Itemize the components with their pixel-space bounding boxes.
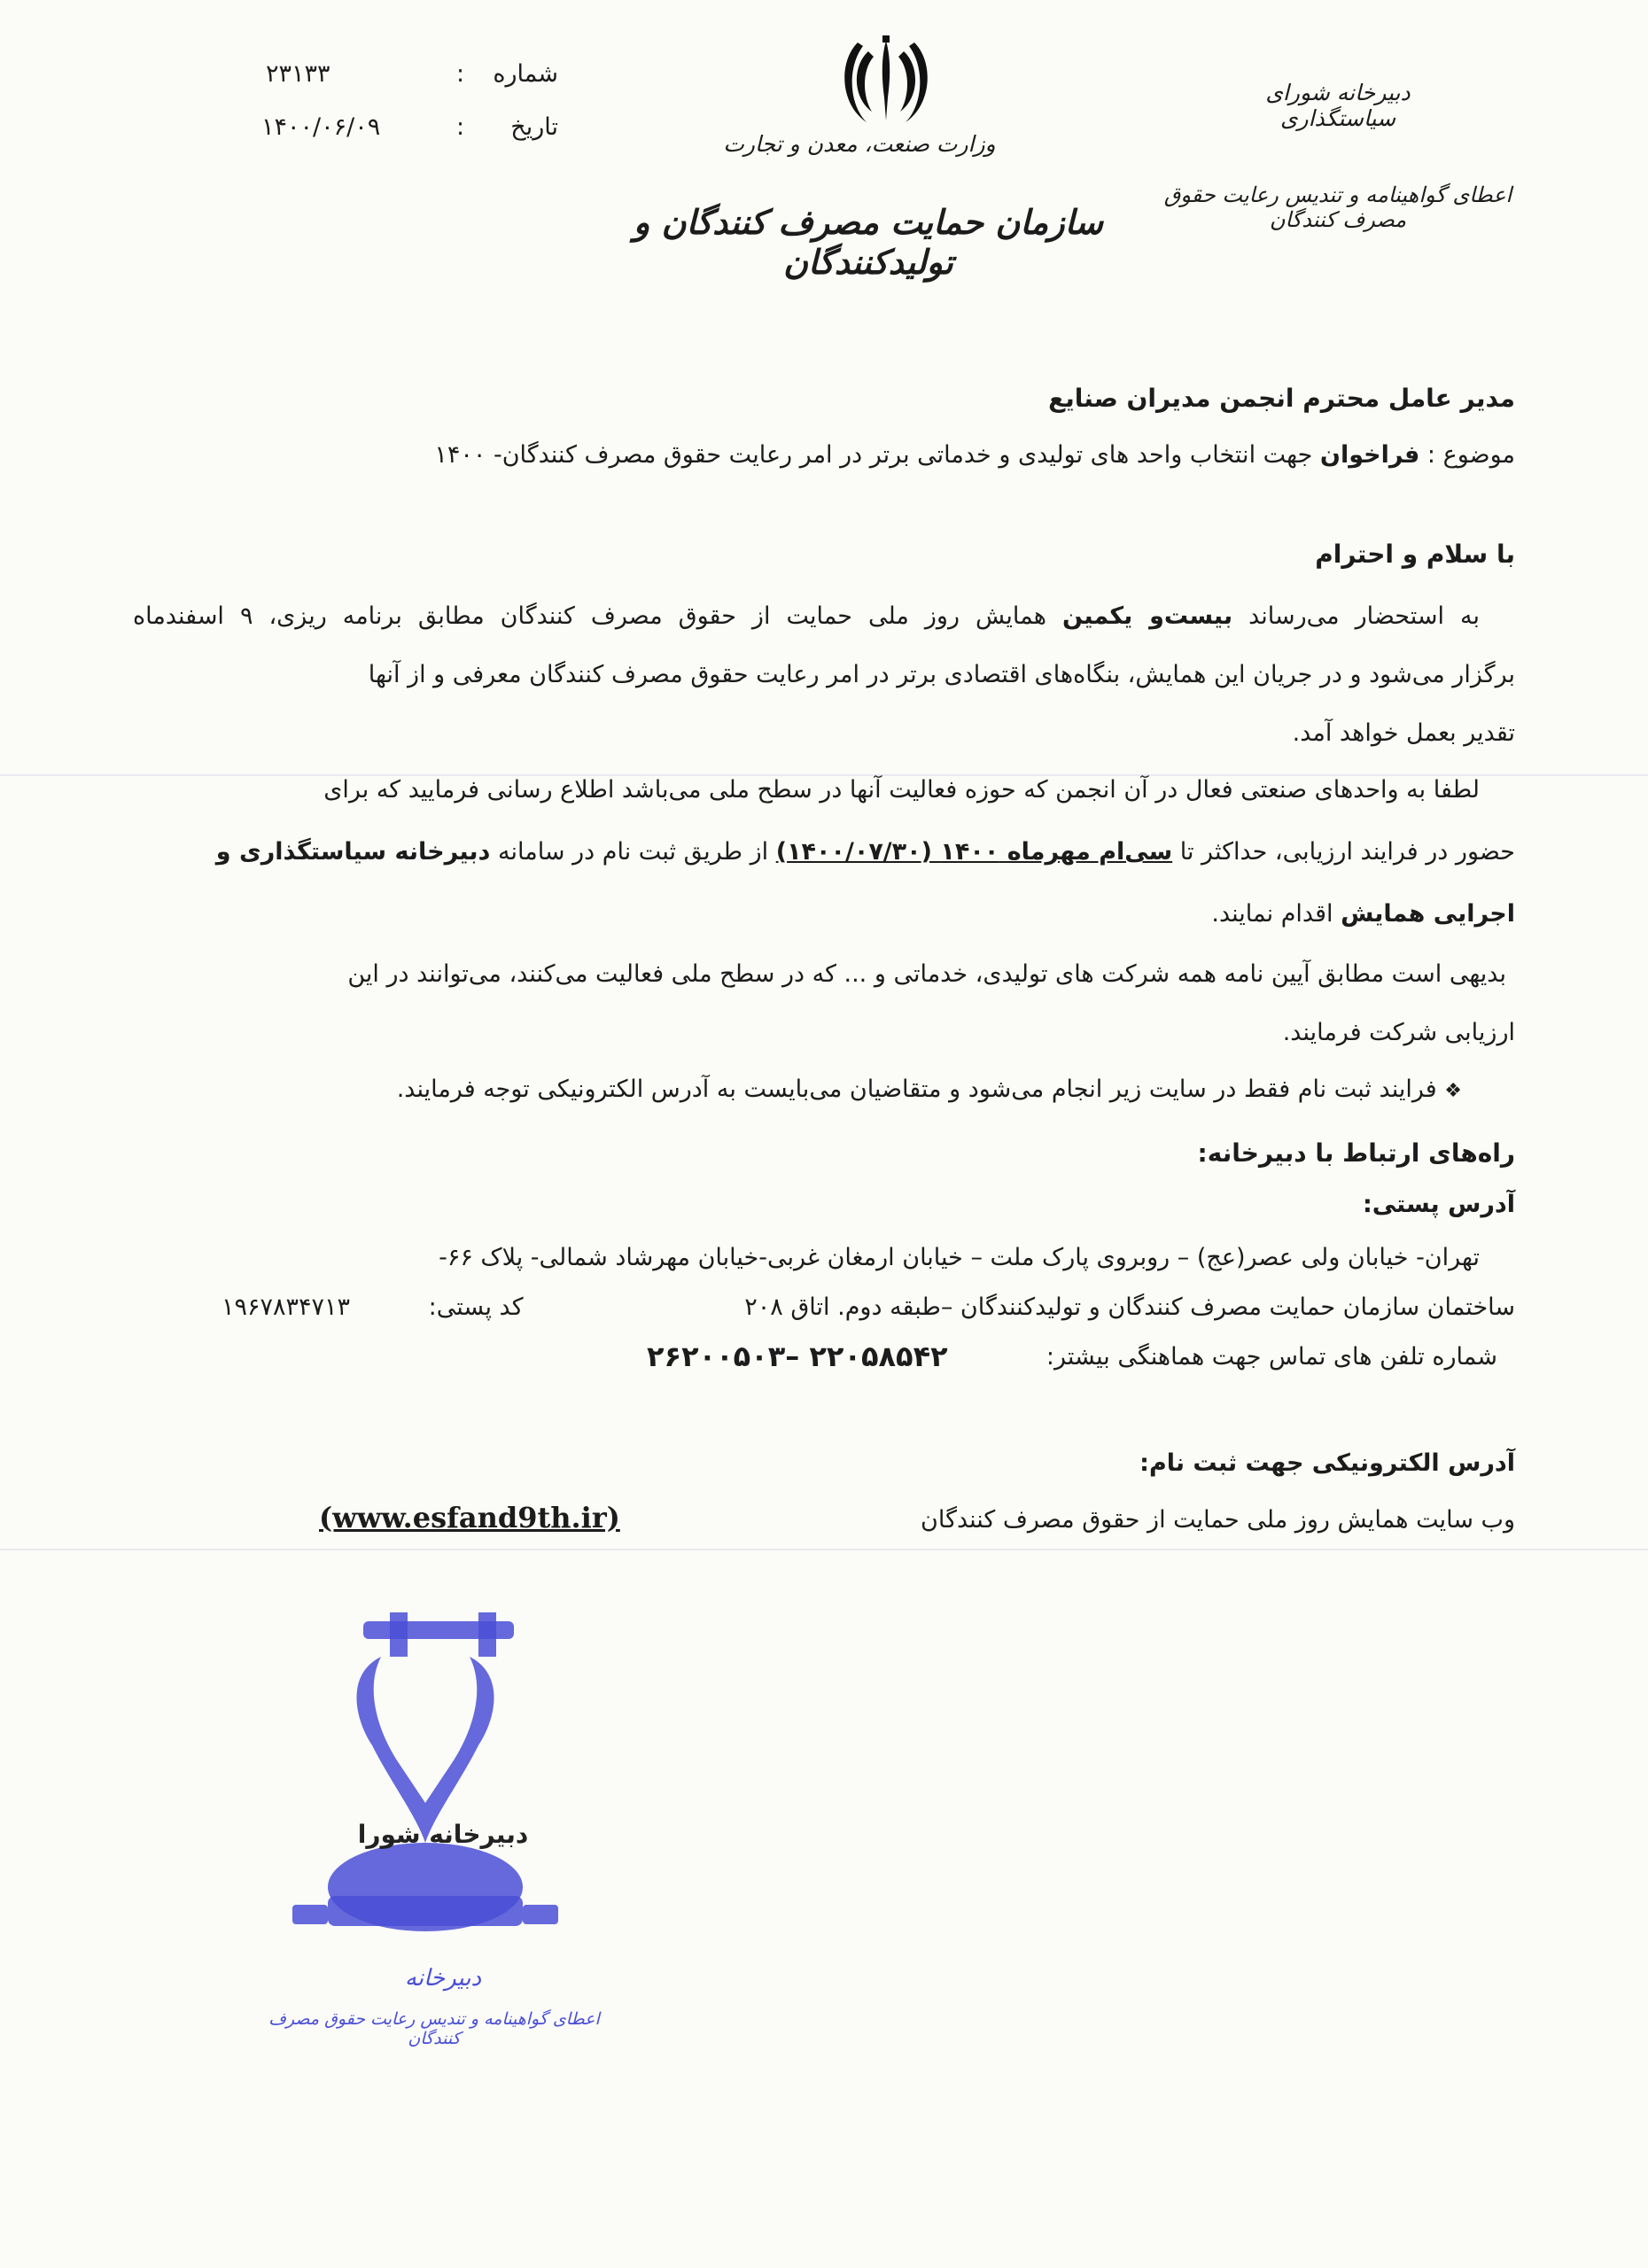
number-value: ۲۳۱۳۳ [266,60,330,88]
subject-keyword: فراخوان [1319,441,1420,469]
date-label: تاریخ [510,113,558,141]
p1-start: به استحضار می‌رساند [1248,602,1480,630]
stamp-title: دبیرخانه شورا [357,1820,529,1849]
stamp-logo-icon [292,1612,558,1958]
website-url-link[interactable]: (www.esfand9th.ir) [319,1501,620,1534]
p2-bold-system: دبیرخانه سیاستگذاری و [215,838,491,866]
p2-start: حضور در فرایند ارزیابی، حداکثر تا [1179,838,1515,866]
stamp-subtitle-2: اعطای گواهینامه و تندیس رعایت حقوق مصرف کنندگان [268,2009,600,2048]
bullet-text: فرایند ثبت نام فقط در سایت زیر انجام می‌شود و متقاضیان می‌بایست به آدرس الکترونیکی توجه فرمایند. [396,1076,1437,1103]
p2-deadline: سی‌ام مهرماه ۱۴۰۰ (۱۴۰۰/۰۷/۳۰) [775,838,1173,866]
paragraph-1-line-1 [133,602,1515,630]
postal-code-line [222,1293,524,1321]
p1-bold: بیست‌و یکمین [1062,602,1233,630]
address-line-1: تهران- خیابان ولی عصر(عج) – روبروی پارک ملت – خیابان ارمغان غربی-خیابان مهرشاد شمالی- پلاک ۶۶- [439,1244,1480,1271]
postal-code: ۱۹۶۷۸۳۴۷۱۳ [222,1293,351,1321]
ministry-name: وزارت صنعت، معدن و تجارت [723,131,996,157]
paragraph-2-line-2 [133,838,1515,866]
recipient-line: مدیر عامل محترم انجمن مدیران صنایع [1048,384,1515,413]
phone-label: شماره تلفن های تماس جهت هماهنگی بیشتر: [1046,1343,1497,1371]
p2-bold-conference: اجرایی همایش [1341,900,1515,928]
bullet-icon: ❖ [1444,1080,1462,1102]
email-title: آدرس الکترونیکی جهت ثبت نام: [1139,1449,1515,1477]
secretariat-name: دبیرخانه شورای سیاستگذاری [1265,80,1411,131]
national-emblem-icon [833,35,939,131]
p1-end: همایش روز ملی حمایت از حقوق مصرف کنندگان مطابق برنامه ریزی، ۹ اسفندماه [133,602,1047,630]
bullet-line [133,1076,1515,1103]
date-colon: : [456,113,465,141]
address-line-2: ساختمان سازمان حمایت مصرف کنندگان و تولیدکنندگان –طبقه دوم. اتاق ۲۰۸ [744,1293,1515,1321]
subject-text: جهت انتخاب واحد های تولیدی و خدماتی برتر در امر رعایت حقوق مصرف کنندگان- ۱۴۰۰ [434,441,1313,469]
organization-title: سازمان حمایت مصرف کنندگان و تولیدکنندگان [633,202,1103,282]
date-value: ۱۴۰۰/۰۶/۰۹ [261,113,381,141]
p2-end: اقدام نمایند. [1211,900,1333,928]
scan-line [0,1549,1648,1550]
subject-line [434,438,1515,473]
phone-numbers: ۲۲۰۵۸۵۴۲ –۲۶۲۰۰۵۰۳ [647,1340,948,1373]
p2-middle: از طریق ثبت نام در سامانه [498,838,769,866]
paragraph-3-line-1: بدیهی است مطابق آیین نامه همه شرکت های تولیدی، خدماتی و ... که در سطح ملی فعالیت می‌کنند، می‌توانند در این [347,960,1506,988]
number-colon: : [456,60,465,88]
postal-address-title: آدرس پستی: [1362,1191,1515,1218]
greeting: با سلام و احترام [1315,540,1515,569]
stamp-subtitle-1: دبیرخانه [404,1965,482,1992]
paragraph-1-line-3: تقدیر بعمل خواهد آمد. [1292,719,1515,747]
secretariat-subtitle: اعطای گواهینامه و تندیس رعایت حقوق مصرف کنندگان [1163,183,1512,232]
website-label: وب سایت همایش روز ملی حمایت از حقوق مصرف کنندگان [921,1506,1515,1534]
paragraph-2-line-3 [133,900,1515,928]
contact-title: راه‌های ارتباط با دبیرخانه: [1197,1138,1515,1168]
paragraph-3-line-2: ارزیابی شرکت فرمایند. [1282,1019,1515,1046]
subject-label: موضوع : [1426,441,1515,469]
postal-code-label: کد پستی: [428,1293,524,1321]
paragraph-1-line-2: برگزار می‌شود و در جریان این همایش، بنگاه‌های اقتصادی برتر در امر رعایت حقوق مصرف کنندگان معرفی و از آنها [368,661,1515,688]
number-label: شماره [493,60,558,88]
paragraph-2-line-1: لطفا به واحدهای صنعتی فعال در آن انجمن که حوزه فعالیت آنها در سطح ملی می‌باشد اطلاع رسانی فرمایید که برای [323,776,1480,804]
